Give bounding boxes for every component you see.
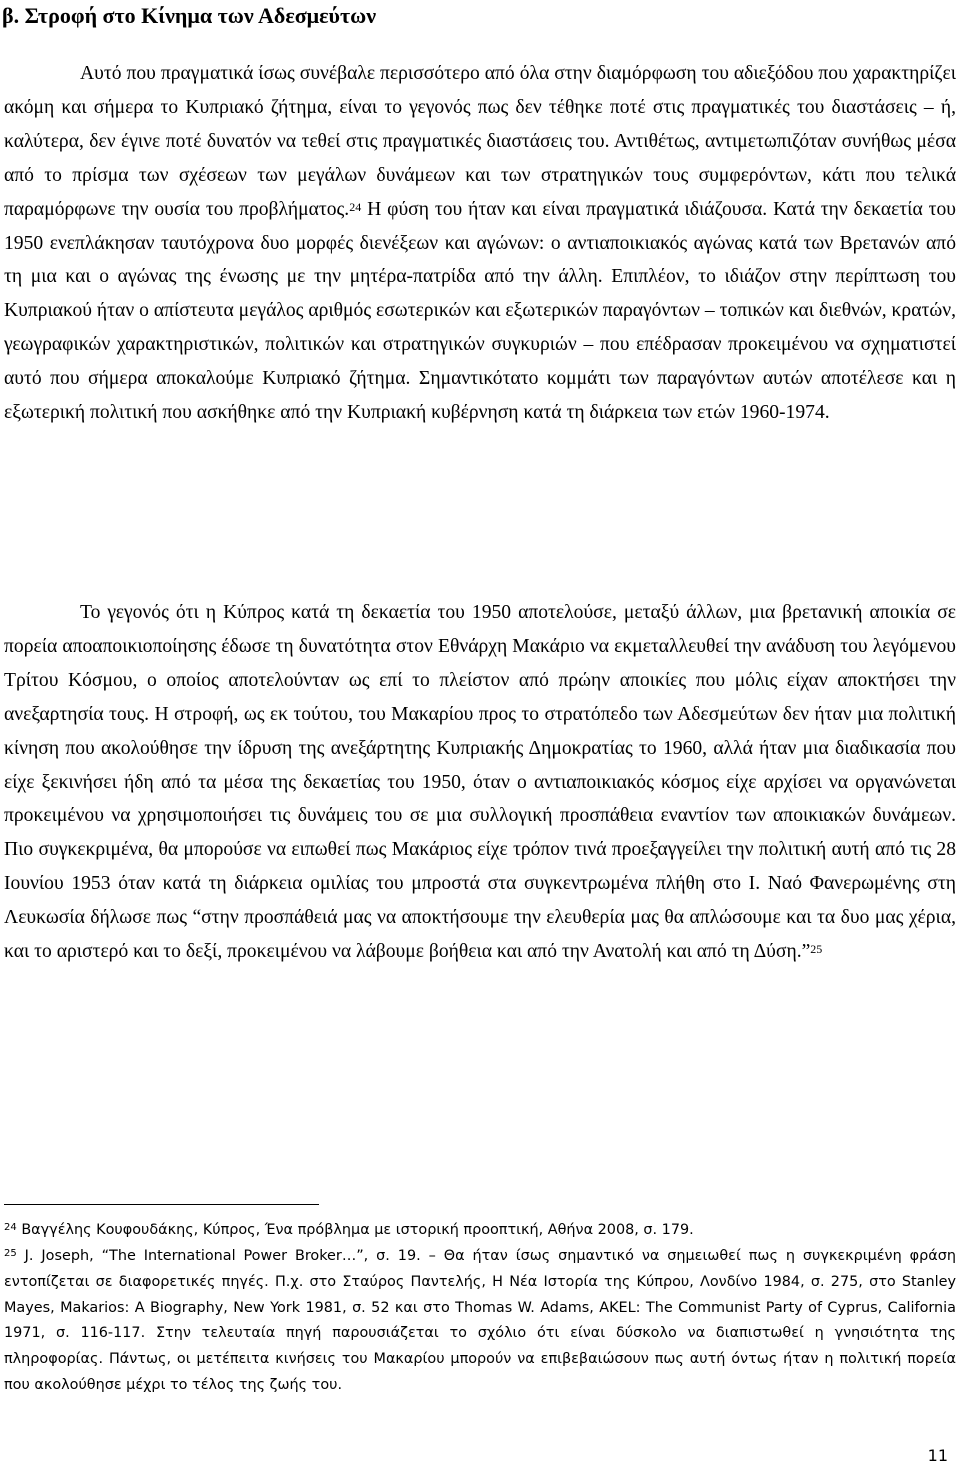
body-paragraph-1 — [4, 57, 956, 430]
footnote-separator — [4, 1204, 319, 1205]
footnote-number: 25 — [4, 1248, 17, 1259]
footnote-text: J. Joseph, “The International Power Broker…”, σ. 19. – Θα ήταν ίσως σημαντικό να σημειωθεί πως η συγκεκριμένη φράση εντοπίζεται σε διαφορετικές πηγές. Π.χ. στο Σταύρος Παντελής, Η Νέα Ιστορία της Κύπρου, Λονδίνο 1984, σ. 275, στο Stanley Mayes, Makarios: A Biography, New York 1981, σ. 52 και στο Thomas W. Adams, AKEL: The Communist Party of Cyprus, California 1971, σ. 116-117. Στην τελευταία πηγή παρουσιάζεται το σχόλιο ότι είναι δύσκολο να διαπιστωθεί η γνησιότητα της πληροφορίας. Πάντως, οι μετέπειτα κινήσεις του Μακαρίου μπορούν να επιβεβαιώσουν πως αυτή όντως ήταν η πολιτική πορεία που ακολούθησε μέχρι το τέλος της ζωής του. — [4, 1248, 956, 1393]
footnote-ref-25: 25 — [810, 942, 823, 957]
body-paragraph-2 — [4, 596, 956, 969]
paragraph-1-text-b: Η φύση του ήταν και είναι πραγματικά ιδιάζουσα. Κατά την δεκαετία του 1950 ενεπλάκησαν ταυτόχρονα δυο μορφές διενέξεων και αγώνων: ο αντιαποικιακός αγώνας κατά των Βρετανών από τη μια και ο αγώνας της ένωσης με την μητέρα-πατρίδα από την άλλη. Επιπλέον, το ιδιάζον στην περίπτωση του Κυπριακού ήταν ο απίστευτα μεγάλος αριθμός εσωτερικών και εξωτερικών παραγόντων – τοπικών και διεθνών, κρατών, γεωγραφικών χαρακτηριστικών, πολιτικών και στρατηγικών συγκυριών – που επέδρασαν προκειμένου να σχηματιστεί αυτό που σήμερα αποκαλούμε Κυπριακό ζήτημα. Σημαντικότατο κομμάτι των παραγόντων αυτών αποτέλεσε και η εξωτερική πολιτική που ασκήθηκε από την Κυπριακή κυβέρνηση κατά τη διάρκεια των ετών 1960-1974. — [4, 198, 956, 424]
footnote-text: Βαγγέλης Κουφουδάκης, Κύπρος, Ένα πρόβλημα με ιστορική προοπτική, Αθήνα 2008, σ. 179. — [21, 1222, 694, 1238]
footnote-number: 24 — [4, 1222, 17, 1233]
footnote-ref-24: 24 — [349, 199, 362, 214]
page-number: 11 — [927, 1446, 948, 1465]
paragraph-1-text-a: Αυτό που πραγματικά ίσως συνέβαλε περισσότερο από όλα στην διαμόρφωση του αδιεξόδου που χαρακτηρίζει ακόμη και σήμερα το Κυπριακό ζήτημα, είναι το γεγονός πως δεν τέθηκε ποτέ στις πραγματικές του διαστάσεις – ή, καλύτερα, δεν έγινε ποτέ δυνατόν να τεθεί στις πραγματικές διαστάσεις του. Αντιθέτως, αντιμετωπιζόταν συνήθως μέσα από το πρίσμα των σχέσεων των μεγάλων δυνάμεων και των στρατηγικών τους συμφερόντων, κάτι που τελικά παραμόρφωνε την ουσία του προβλήματος. — [4, 63, 956, 220]
footnote-25 — [4, 1244, 956, 1399]
footnote-24 — [4, 1218, 956, 1244]
paragraph-2-text: Το γεγονός ότι η Κύπρος κατά τη δεκαετία του 1950 αποτελούσε, μεταξύ άλλων, μια βρετανική αποικία σε πορεία αποαποικιοποίησης έδωσε τη δυνατότητα στον Εθνάρχη Μακάριο να εκμεταλλευθεί την ανάδυση του λεγόμενου Τρίτου Κόσμου, ο οποίος αποτελούνταν ως επί το πλείστον από πρώην αποικίες που μόλις είχαν αποκτήσει την ανεξαρτησία τους. Η στροφή, ως εκ τούτου, του Μακαρίου προς το στρατόπεδο των Αδεσμεύτων δεν ήταν μια πολιτική κίνηση που ακολούθησε την ίδρυση της ανεξάρτητης Κυπριακής Δημοκρατίας το 1960, αλλά ήταν μια διαδικασία που είχε ξεκινήσει ήδη από τα μέσα της δεκαετίας του 1950, όταν ο αντιαποικιακός κόσμος είχε αρχίσει να οργανώνεται προκειμένου να χρησιμοποιήσει τις δυνάμεις του σε μια συλλογική προσπάθεια εναντίον των αποικιακών δυνάμεων. Πιο συγκεκριμένα, θα μπορούσε να ειπωθεί πως Μακάριος είχε τρόπον τινά προεξαγγείλει την πολιτική αυτή από τις 28 Ιουνίου 1953 όταν κατά τη διάρκεια ομιλίας του μπροστά στα συγκεντρωμένα πλήθη στο Ι. Ναό Φανερωμένης στη Λευκωσία δήλωσε πως “στην προσπάθειά μας να αποκτήσουμε την ελευθερία μας θα απλώσουμε και τα δυο μας χέρια, και το αριστερό και το δεξί, προκειμένου να λάβουμε βοήθεια και από την Ανατολή και από τη Δύση.” — [4, 602, 956, 963]
section-heading: β. Στροφή στο Κίνημα των Αδεσμεύτων — [2, 3, 377, 28]
